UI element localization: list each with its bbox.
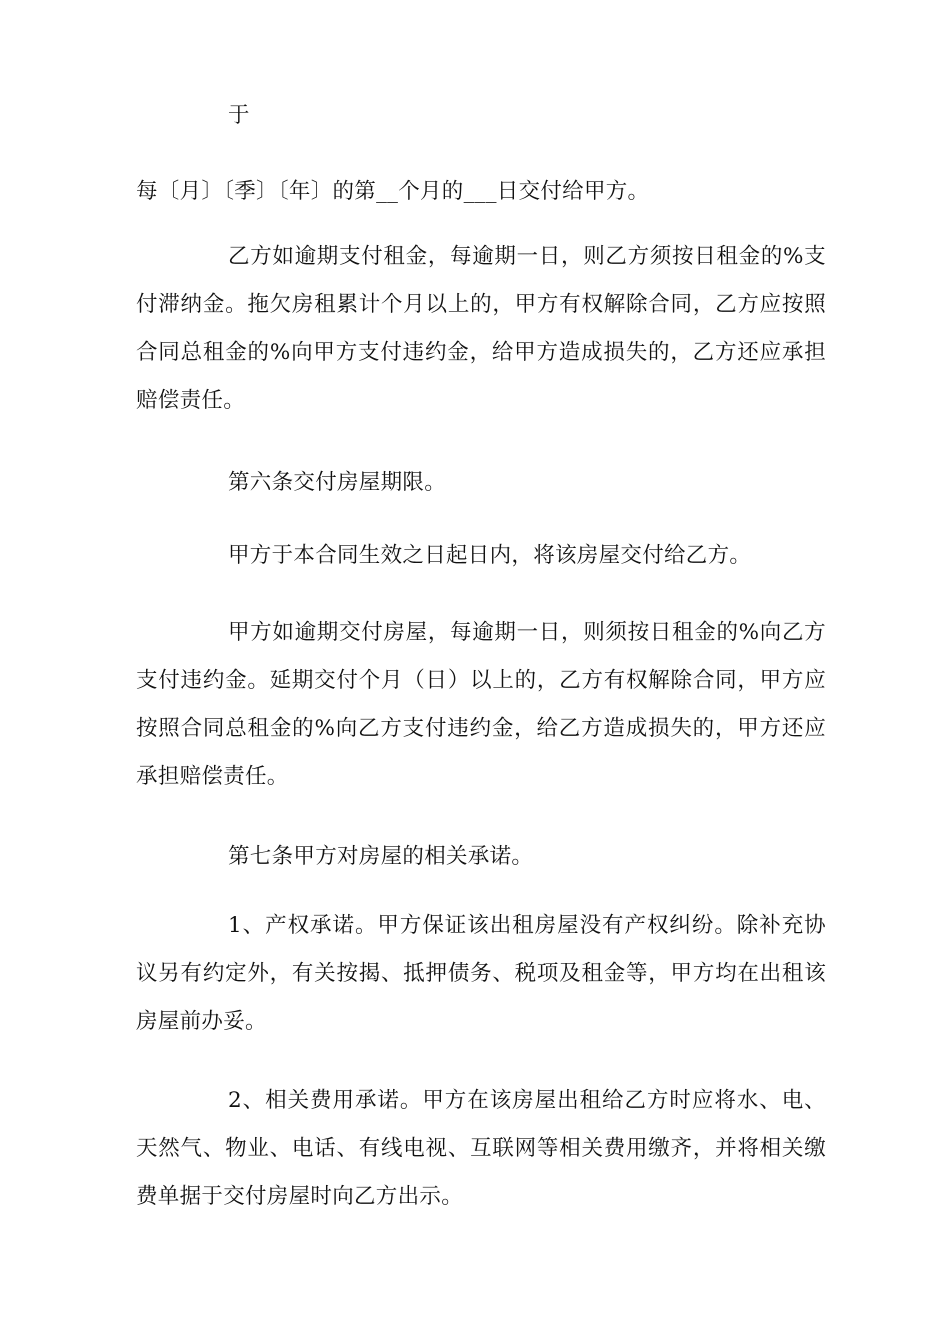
paragraph-fragment: 于 [228,103,250,128]
paragraph-payment-schedule: 每〔月〕〔季〕〔年〕的第__个月的___日交付给甲方。 [136,179,650,204]
article-7-heading: 第七条甲方对房屋的相关承诺。 [228,844,534,869]
paragraph-fees-promise: 2、相关费用承诺。甲方在该房屋出租给乙方时应将水、电、天然气、物业、电话、有线电视、互联网等相关费用缴齐，并将相关缴费单据于交付房屋时向乙方出示。 [136,1088,826,1209]
article-6-heading: 第六条交付房屋期限。 [228,470,447,495]
paragraph-late-delivery-penalty: 甲方如逾期交付房屋，每逾期一日，则须按日租金的%向乙方支付违约金。延期交付个月（日）以上的，乙方有权解除合同，甲方应按照合同总租金的%向乙方支付违约金，给乙方造成损失的，甲方还应承担赔偿责任。 [136,620,826,789]
paragraph-delivery-deadline: 甲方于本合同生效之日起日内，将该房屋交付给乙方。 [228,543,752,568]
paragraph-property-rights-promise: 1、产权承诺。甲方保证该出租房屋没有产权纠纷。除补充协议另有约定外，有关按揭、抵押债务、税项及租金等，甲方均在出租该房屋前办妥。 [136,913,826,1034]
paragraph-late-rent-penalty: 乙方如逾期支付租金，每逾期一日，则乙方须按日租金的%支付滞纳金。拖欠房租累计个月以上的，甲方有权解除合同，乙方应按照合同总租金的%向甲方支付违约金，给甲方造成损失的，乙方还应承担赔偿责任。 [136,244,826,413]
